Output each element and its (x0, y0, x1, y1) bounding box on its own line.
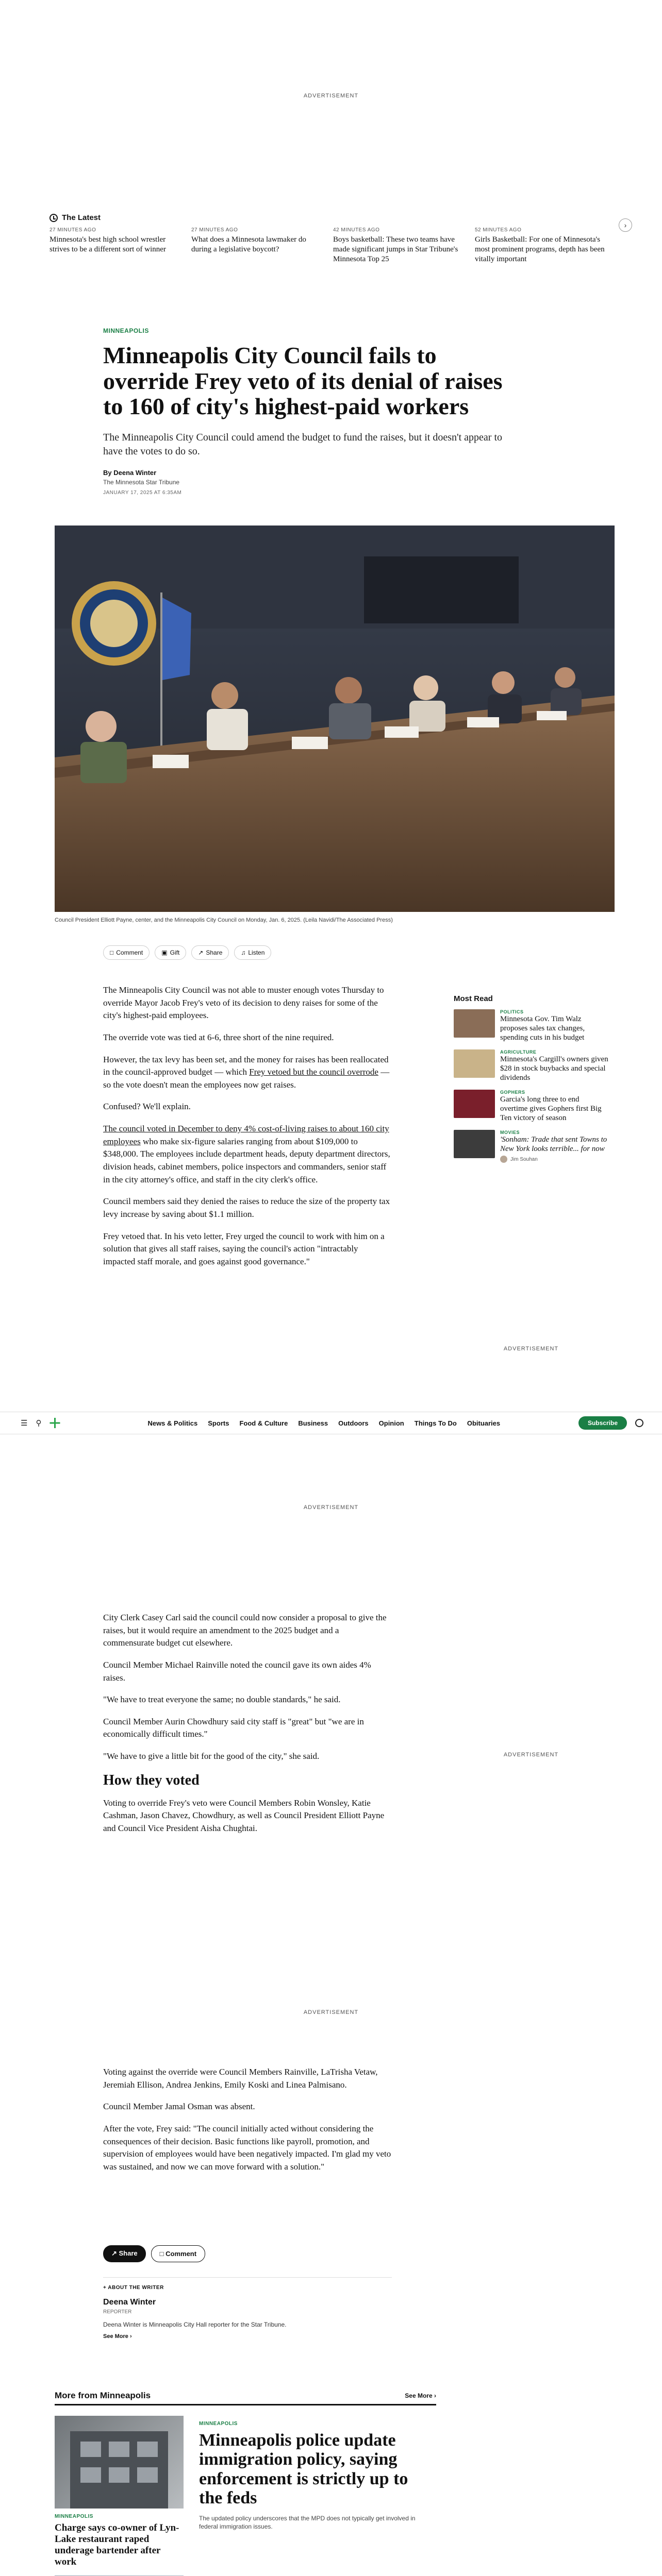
gift-icon: ▣ (161, 949, 168, 956)
comment-icon: □ (159, 2250, 166, 2258)
paragraph: The override vote was tied at 6-6, three short of the nine required. (103, 1032, 334, 1042)
paragraph: Confused? We'll explain. (103, 1101, 191, 1112)
ad-top-label: ADVERTISEMENT (303, 93, 359, 99)
most-read-item[interactable]: POLITICS Minnesota Gov. Tim Walz proposes sales tax changes, spending cuts in his budget (454, 1009, 608, 1042)
share-button[interactable]: ↗ Share (103, 2245, 146, 2262)
building-photo (55, 2416, 184, 2509)
site-nav (0, 1412, 662, 1434)
latest-strip (49, 213, 627, 264)
gift-button[interactable]: ▣ Gift (155, 945, 186, 960)
clock-icon (49, 214, 58, 222)
nav-outdoors[interactable]: Outdoors (338, 1419, 369, 1427)
nav-news-politics[interactable]: News & Politics (147, 1419, 198, 1427)
paragraph: However, the tax levy has been set, and the money for raises has been reallocated in the council-approved budget — which Frey vetoed but the council overrode — so the vote doesn't mean the employees now get raises. (103, 1054, 390, 1090)
see-more-link[interactable]: See More › (405, 2392, 436, 2399)
inline-link[interactable]: The council voted in December to deny 4% cost-of-living raises to about 160 city employees (103, 1124, 389, 1146)
about-label: + ABOUT THE WRITER (103, 2285, 164, 2291)
paragraph: The Minneapolis City Council was not able to muster enough votes Thursday to override Mayor Jacob Frey's veto of its decision to deny raises for some of the city's highest-paid employees. (103, 985, 384, 1021)
comment-button[interactable]: □ Comment (103, 945, 150, 960)
writer-bio: Deena Winter is Minneapolis City Hall reporter for the Star Tribune. (103, 2321, 287, 2328)
article-body-part3 (103, 2066, 392, 2182)
about-writer (103, 2277, 392, 2340)
latest-item[interactable]: 27 MINUTES AGO What does a Minnesota lawmaker do during a legislative boycott? (191, 227, 306, 253)
article-body-part1 (103, 984, 392, 1278)
latest-item[interactable]: 27 MINUTES AGO Minnesota's best high school wrestler strives to be a different sort of winner (49, 227, 166, 253)
ad-side-label: ADVERTISEMENT (503, 1346, 559, 1352)
nav-food-culture[interactable]: Food & Culture (239, 1419, 288, 1427)
latest-item[interactable]: 42 MINUTES AGO Boys basketball: These two teams have made significant jumps in Star Tribune's Minnesota Top 25 (333, 227, 458, 263)
ad-mid-label: ADVERTISEMENT (303, 1504, 359, 1511)
card-thumbnail[interactable] (55, 2416, 184, 2509)
author-chip: Jim Souhan (500, 1156, 608, 1163)
most-read-item[interactable]: AGRICULTURE Minnesota's Cargill's owners given $28 in stock buybacks and special dividends (454, 1049, 608, 1082)
paragraph: After the vote, Frey said: "The council initially acted without considering the consequences of their decision. Basic functions like payroll, promotion, and supervision of employees would have been negatively impacted. I'm glad my veto was sustained, and now we can move forward with a solution." (103, 2123, 391, 2172)
byline-org: The Minnesota Star Tribune (103, 479, 180, 486)
page-title: Minneapolis City Council fails to override Frey veto of its denial of raises to 160 of city's highest-paid workers (103, 342, 503, 420)
menu-icon[interactable]: ☰ (21, 1419, 28, 1428)
see-more-link[interactable]: See More › (103, 2333, 132, 2340)
paragraph: Council Member Aurin Chowdhury said city staff is "great" but "we are in economically difficult times." (103, 1716, 364, 1739)
nav-sports[interactable]: Sports (208, 1419, 229, 1427)
article-actions (103, 945, 271, 960)
share-button[interactable]: ↗ Share (191, 945, 229, 960)
listen-button[interactable]: ♫ Listen (234, 945, 271, 960)
paragraph: "We have to give a little bit for the good of the city," she said. (103, 1751, 320, 1761)
thumbnail[interactable] (454, 1049, 495, 1078)
paragraph: Voting to override Frey's veto were Council Members Robin Wonsley, Katie Cashman, Jason Chavez, Chowdhury, as well as Council President Elliott Payne and Council Vice President Aisha Chughtai. (103, 1798, 385, 1834)
paragraph: "We have to treat everyone the same; no double standards," he said. (103, 1694, 341, 1705)
section-heading: How they voted (103, 1772, 200, 1788)
article-date: JANUARY 17, 2025 AT 6:35AM (103, 490, 182, 496)
paragraph: Voting against the override were Council Members Rainville, LaTrisha Vetaw, Jeremiah Ellison, Andrea Jenkins, Emily Koski and Linea Palmisano. (103, 2067, 378, 2090)
paragraph: Council members said they denied the raises to reduce the size of the property tax levy increase by saving about $1.1 million. (103, 1196, 390, 1219)
hero-photo (55, 526, 615, 912)
paragraph: Frey vetoed that. In his veto letter, Frey urged the council to work with him on a solution that gives all staff raises, saying the council's action "intractably impacted staff morale, and goes against good governance." (103, 1231, 385, 1266)
share-icon: ↗ (198, 949, 204, 956)
comment-button[interactable]: □ Comment (151, 2245, 205, 2262)
article-body-part2 (103, 1612, 392, 1844)
byline-author[interactable]: By Deena Winter (103, 469, 157, 477)
plus-icon: + (103, 2285, 108, 2291)
more-lead-card[interactable]: MINNEAPOLIS Minneapolis police update immigration policy, saying enforcement is strictly up to the feds The updated policy underscores that the MPD does not typically get involved in federal immigration issues. (199, 2421, 416, 2530)
most-read-item[interactable]: MOVIES 'Sonham: Trade that sent Towns to New York looks terrible... for now Jim Souhan (454, 1130, 608, 1163)
writer-name[interactable]: Deena Winter (103, 2298, 156, 2307)
site-logo-icon[interactable] (49, 1418, 60, 1428)
writer-role: REPORTER (103, 2309, 132, 2315)
thumbnail[interactable] (454, 1130, 495, 1158)
nav-opinion[interactable]: Opinion (378, 1419, 404, 1427)
headphones-icon: ♫ (241, 949, 246, 956)
most-read-item[interactable]: GOPHERS Garcia's long three to end overtime gives Gophers first Big Ten victory of season (454, 1090, 608, 1123)
article-header (103, 327, 516, 496)
more-card[interactable]: MINNEAPOLIS Charge says co-owner of Lyn-Lake restaurant raped underage bartender after work (55, 2514, 179, 2567)
thumbnail[interactable] (454, 1009, 495, 1038)
paragraph: The council voted in December to deny 4% cost-of-living raises to about 160 city employees who make six-figure salaries ranging from about $109,000 to $348,000. The employees include department heads, deputy department directors, division heads, cabinet members, police inspectors and commanders, senior staff in the city attorney's office, and staff in the city clerk's office. (103, 1124, 390, 1184)
article-dek: The Minneapolis City Council could amend the budget to fund the raises, but it doesn't appear to have the votes to do so. (103, 432, 503, 457)
ad-side-label: ADVERTISEMENT (503, 1752, 559, 1758)
more-heading: More from Minneapolis (55, 2391, 151, 2400)
paragraph: Council Member Jamal Osman was absent. (103, 2102, 255, 2112)
hero-caption: Council President Elliott Payne, center, and the Minneapolis City Council on Monday, Jan. 6, 2025. (Leila Navidi/The Associated Press) (55, 917, 393, 923)
article-kicker[interactable]: MINNEAPOLIS (103, 327, 149, 334)
paragraph: Council Member Michael Rainville noted the council gave its own aides 4% raises. (103, 1659, 371, 1683)
share-icon: ↗ (111, 2249, 119, 2257)
ad-mid-label: ADVERTISEMENT (303, 2009, 359, 2015)
bottom-share-row (103, 2245, 205, 2262)
latest-item[interactable]: 52 MINUTES AGO Girls Basketball: For one of Minnesota's most prominent programs, depth has been vitally important (475, 227, 605, 263)
thumbnail[interactable] (454, 1090, 495, 1118)
inline-link[interactable]: Frey vetoed but the council overrode (249, 1067, 378, 1077)
nav-obituaries[interactable]: Obituaries (467, 1419, 501, 1427)
council-photo-illustration (55, 526, 615, 912)
search-icon[interactable]: ⚲ (36, 1419, 42, 1428)
latest-heading: The Latest (49, 213, 617, 222)
user-icon[interactable] (635, 1419, 643, 1427)
comment-icon: □ (110, 949, 114, 956)
most-read-heading: Most Read (454, 994, 493, 1003)
nav-things-to-do[interactable]: Things To Do (414, 1419, 457, 1427)
paragraph: City Clerk Casey Carl said the council could now consider a proposal to give the raises, but it would require an amendment to the 2025 budget and a commensurate budget cut elsewhere. (103, 1613, 387, 1648)
avatar (500, 1156, 507, 1163)
most-read (454, 994, 608, 1170)
nav-business[interactable]: Business (298, 1419, 328, 1427)
subscribe-button[interactable]: Subscribe (578, 1416, 627, 1430)
chevron-right-icon[interactable]: › (619, 218, 632, 232)
more-from-section (55, 2391, 436, 2576)
